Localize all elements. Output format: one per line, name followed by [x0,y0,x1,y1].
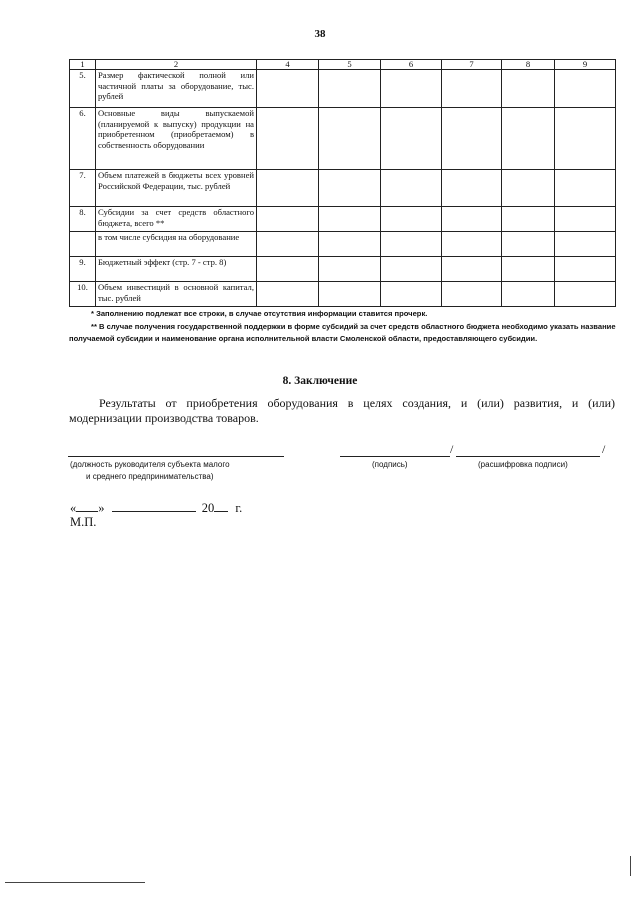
row-number: 9. [70,257,96,282]
column-header: 1 [70,60,96,70]
table-cell [555,257,616,282]
table-cell [442,232,502,257]
column-header: 5 [319,60,381,70]
row-number: 8. [70,207,96,232]
table-cell [502,70,555,108]
scan-mark-right-edge [630,856,631,876]
table-cell [319,108,381,170]
close-quote: » [98,501,105,515]
year-blank [214,499,228,512]
table-cell [502,282,555,307]
row-description: Основные виды выпускаемой (планируемой к выпуску) продукции на приобретенном (приобретаемом) в собственность оборудовании [96,108,257,170]
page-number: 38 [314,28,326,40]
position-line [68,456,284,457]
row-number [70,232,96,257]
table-row [70,257,616,282]
row-number: 5. [70,70,96,108]
column-header: 9 [555,60,616,70]
footnote-2: ** В случае получения государственной поддержки в форме субсидий за счет средств областного бюджета необходимо указать название получаемой субсидии и наименование органа исполнительной власти Смоленской области, предоставляющего субсидии. [69,321,616,344]
table-cell [319,282,381,307]
row-description: Размер фактической полной или частичной платы за оборудование, тыс. рублей [96,70,257,108]
table-row [70,108,616,170]
table-cell [319,257,381,282]
column-header: 6 [381,60,442,70]
table-cell [555,108,616,170]
table-cell [442,170,502,207]
report-table [69,59,616,307]
row-description: Объем платежей в бюджеты всех уровней Российской Федерации, тыс. рублей [96,170,257,207]
table-cell [502,257,555,282]
table-cell [257,170,319,207]
table-row [70,232,616,257]
table-cell [502,170,555,207]
table-cell [381,170,442,207]
table-cell [442,108,502,170]
column-header: 4 [257,60,319,70]
table-cell [257,108,319,170]
year-suffix: г. [235,501,243,515]
table-cell [319,232,381,257]
table-cell [319,170,381,207]
column-header: 8 [502,60,555,70]
month-blank [112,499,196,512]
table-cell [502,108,555,170]
column-header: 2 [96,60,257,70]
footnotes [69,308,617,346]
table-cell [555,282,616,307]
table-cell [381,108,442,170]
table-cell [319,207,381,232]
stamp-label: М.П. [70,515,97,529]
row-number: 7. [70,170,96,207]
table-cell [555,70,616,108]
position-caption-1: (должность руководителя субъекта малого [70,460,230,469]
row-description: Объем инвестиций в основной капитал, тыс. рублей [96,282,257,307]
table-cell [381,257,442,282]
row-number: 10. [70,282,96,307]
table-cell [502,207,555,232]
year-prefix: 20 [201,501,215,515]
table-cell [319,70,381,108]
section-title: 8. Заключение [282,375,358,387]
table-cell [555,207,616,232]
row-description: в том числе субсидия на оборудование [96,232,257,257]
table-cell [257,207,319,232]
table-cell [555,232,616,257]
table-cell [442,257,502,282]
transcript-slash: / [602,442,606,456]
conclusion-text: Результаты от приобретения оборудования в целях создания, и (или) развития, и (или) модернизации производства товаров. [69,396,615,425]
row-description: Бюджетный эффект (стр. 7 - стр. 8) [96,257,257,282]
table-cell [442,207,502,232]
table-cell [381,207,442,232]
table-cell [257,257,319,282]
day-blank [76,499,98,512]
position-caption-2: и среднего предпринимательства) [86,472,214,481]
footnote-divider [69,306,249,307]
table-row [70,207,616,232]
table-cell [381,282,442,307]
date-line [70,499,242,516]
scan-mark-bottom-line [5,882,145,883]
table-row [70,70,616,108]
open-quote: « [70,501,77,515]
row-number: 6. [70,108,96,170]
table-cell [381,232,442,257]
column-header: 7 [442,60,502,70]
table-cell [442,70,502,108]
table-row [70,282,616,307]
table-cell [502,232,555,257]
footnote-1: * Заполнению подлежат все строки, в случае отсутствия информации ставится прочерк. [91,309,428,318]
table-cell [555,170,616,207]
table-cell [257,282,319,307]
table-cell [257,232,319,257]
table-row [70,170,616,207]
table-cell [381,70,442,108]
transcript-caption: (расшифровка подписи) [478,460,568,469]
signature-slash: / [450,442,454,456]
signature-line [340,456,450,457]
signature-caption: (подпись) [372,460,408,469]
table-cell [257,70,319,108]
row-description: Субсидии за счет средств областного бюджета, всего ** [96,207,257,232]
table-header-row [70,60,616,70]
transcript-line [456,456,600,457]
table-cell [442,282,502,307]
